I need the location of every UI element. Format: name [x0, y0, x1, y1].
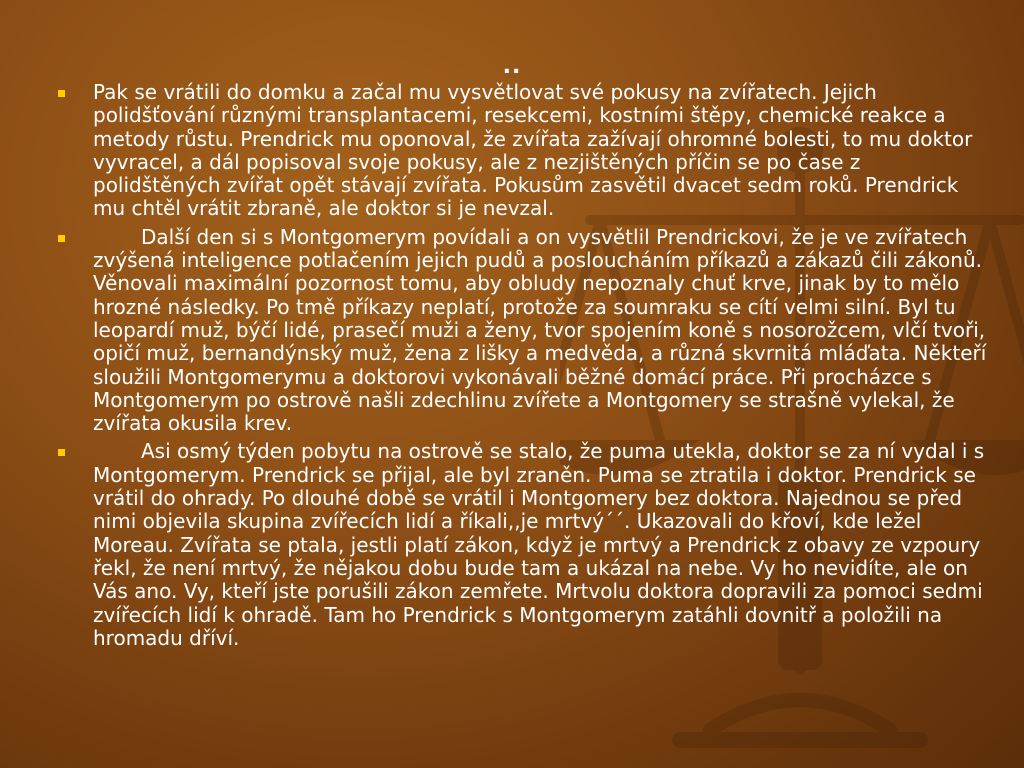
square-bullet-icon [58, 449, 65, 456]
square-bullet-icon [58, 235, 65, 242]
paragraph-text: Asi osmý týden pobytu na ostrově se stalo, že puma utekla, doktor se za ní vydal i s Montgomerym. Prendrick se přijal, ale byl zraněn. Puma se ztratila i doktor. Prendrick se vrátil do ohrady. Po dlouhé době se vrátil i Montgomery bez doktora. Najednou se před nimi objevila skupina zvířecích lidí a říkali,,je mrtvý´´. Ukazovali do křoví, kde ležel Moreau. Zvířata se ptala, jestli platí zákon, když je mrtvý a Prendrick z obavy ze vzpoury řekl, že není mrtvý, že nějakou dobu bude tam a ukázal na nebe. Vy ho nevidíte, ale on Vás ano. Vy, kteří jste porušili zákon zemřete. Mrtvolu doktora dopravili za pomoci sedmi zvířecích lidí k ohradě. Tam ho Prendrick s Montgomerym zatáhli dovnitř a položili na hromadu dříví. [93, 439, 985, 650]
square-bullet-icon [58, 90, 65, 97]
list-item [56, 81, 990, 221]
list-item [56, 226, 990, 436]
slide-title: .. [502, 54, 522, 79]
paragraph-text: Pak se vrátili do domku a začal mu vysvětlovat své pokusy na zvířatech. Jejich polidšťování různými transplantacemi, resekcemi, kostními štěpy, chemické reakce a metody růstu. Prendrick mu oponoval, že zvířata zažívají ohromné bolesti, to mu doktor vyvracel, a dál popisoval svoje pokusy, ale z nezjištěných příčin se po čase z polidštěných zvířat opět stávají zvířata. Pokusům zasvětil dvacet sedm roků. Prendrick mu chtěl vrátit zbraně, ale doktor si je nevzal. [93, 80, 973, 221]
list-item [56, 440, 990, 650]
paragraph-text: Další den si s Montgomerym povídali a on vysvětlil Prendrickovi, že je ve zvířatech zvýšená inteligence potlačením jejich pudů a posloucháním příkazů a zákazů čili zákonů. Věnovali maximální pozornost tomu, aby obludy nepoznaly chuť krve, jinak by to mělo hrozné následky. Po tmě příkazy neplatí, protože za soumraku se cítí velmi silní. Byl tu leopardí muž, býčí lidé, prasečí muži a ženy, tvor spojením koně s nosorožcem, vlčí tvoři, opičí muž, bernandýnský muž, žena z lišky a medvěda, a různá skvrnitá mláďata. Někteří sloužili Montgomerymu a doktorovi vykonávali běžné domácí práce. Při procházce s Montgomerym po ostrově našli zdechlinu zvířete a Montgomery se strašně vylekal, že zvířata okusila krev. [93, 224, 987, 436]
bullet-list [56, 81, 990, 655]
